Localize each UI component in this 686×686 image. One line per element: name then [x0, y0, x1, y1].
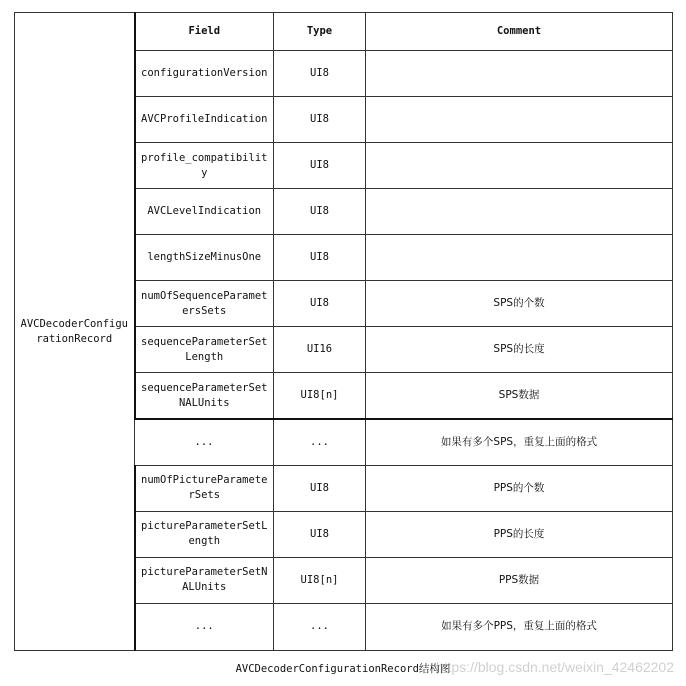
field-cell: numOfSequenceParametersSets [135, 281, 274, 327]
field-cell: configurationVersion [135, 51, 274, 97]
comment-cell: SPS的个数 [366, 281, 673, 327]
header-type: Type [274, 13, 366, 51]
type-cell: UI8 [274, 143, 366, 189]
header-row [15, 13, 673, 51]
group-label: AVCDecoderConfigurationRecord [20, 317, 128, 345]
comment-cell: PPS的个数 [366, 465, 673, 511]
type-cell: UI8 [274, 51, 366, 97]
type-cell: UI16 [274, 327, 366, 373]
field-cell: lengthSizeMinusOne [135, 235, 274, 281]
watermark: https://blog.csdn.net/weixin_42462202 [435, 659, 674, 675]
type-cell: ... [274, 603, 366, 650]
comment-cell: 如果有多个SPS，重复上面的格式 [366, 419, 673, 465]
header-field: Field [135, 13, 274, 51]
field-cell: pictureParameterSetNALUnits [135, 557, 274, 603]
comment-cell: SPS的长度 [366, 327, 673, 373]
type-cell: UI8 [274, 235, 366, 281]
comment-cell [366, 51, 673, 97]
field-cell: AVCProfileIndication [135, 97, 274, 143]
comment-cell [366, 235, 673, 281]
field-cell: ... [135, 419, 274, 465]
type-cell: UI8 [274, 281, 366, 327]
field-cell: AVCLevelIndication [135, 189, 274, 235]
comment-cell [366, 189, 673, 235]
field-cell: profile_compatibility [135, 143, 274, 189]
record-table [14, 12, 673, 651]
field-cell: sequenceParameterSetNALUnits [135, 373, 274, 419]
field-cell: pictureParameterSetLength [135, 511, 274, 557]
type-cell: ... [274, 419, 366, 465]
comment-cell [366, 97, 673, 143]
header-comment: Comment [366, 13, 673, 51]
comment-cell: PPS数据 [366, 557, 673, 603]
group-label-cell [15, 13, 135, 651]
type-cell: UI8[n] [274, 373, 366, 419]
type-cell: UI8[n] [274, 557, 366, 603]
field-cell: ... [135, 603, 274, 650]
type-cell: UI8 [274, 97, 366, 143]
comment-cell: 如果有多个PPS，重复上面的格式 [366, 603, 673, 650]
comment-cell: PPS的长度 [366, 511, 673, 557]
field-cell: sequenceParameterSetLength [135, 327, 274, 373]
type-cell: UI8 [274, 511, 366, 557]
comment-cell: SPS数据 [366, 373, 673, 419]
field-cell: numOfPictureParameterSets [135, 465, 274, 511]
type-cell: UI8 [274, 189, 366, 235]
comment-cell [366, 143, 673, 189]
type-cell: UI8 [274, 465, 366, 511]
figure-caption: AVCDecoderConfigurationRecord结构图 [235, 663, 451, 675]
